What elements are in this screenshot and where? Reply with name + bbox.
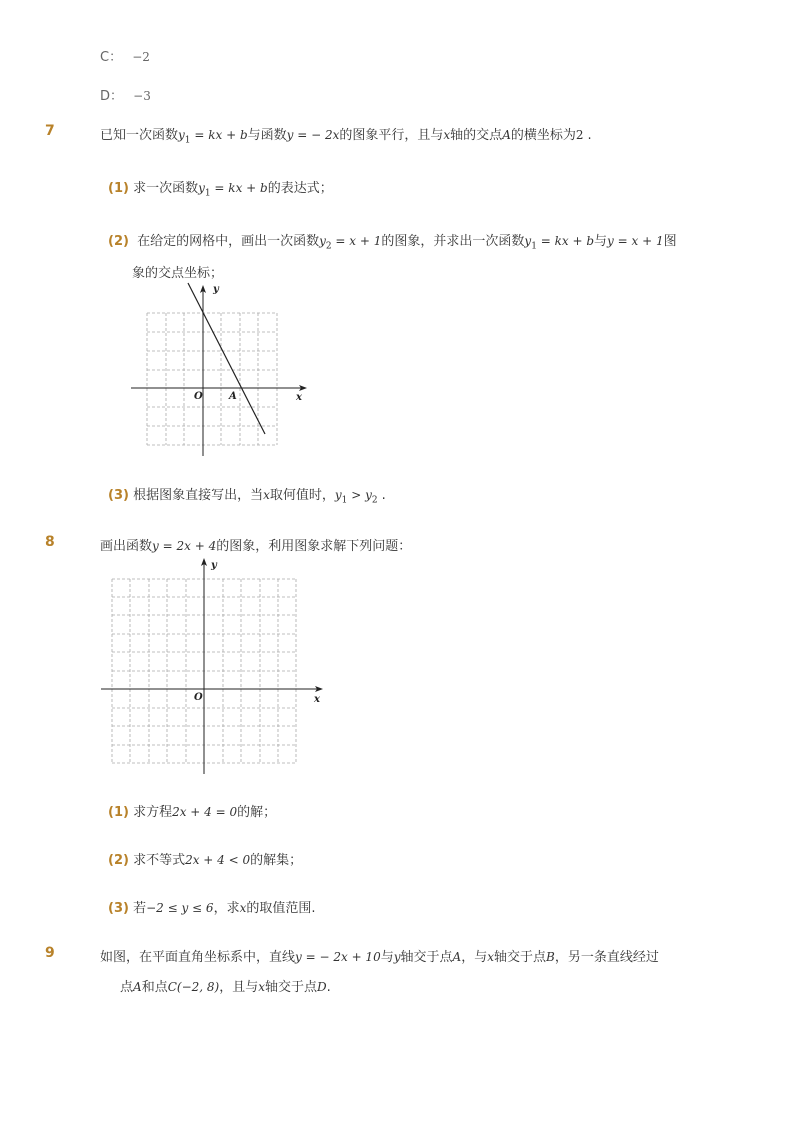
- sub-text: 的取值范围.: [246, 901, 316, 916]
- stem-text: 轴交于点: [493, 950, 546, 965]
- sub-text: 求一次函数: [133, 181, 199, 196]
- option-value: −2: [132, 50, 150, 64]
- math-expr: > y: [347, 488, 372, 502]
- math-sub: 2: [371, 495, 378, 506]
- math-var: y: [319, 234, 326, 248]
- sub-question-2: [108, 230, 677, 252]
- line-y1: [188, 283, 265, 434]
- stem-text: 与: [380, 950, 394, 965]
- sub-text: 取何值时，: [269, 488, 335, 503]
- question-number: 8: [45, 534, 55, 550]
- sub-text: 的解；: [237, 805, 277, 820]
- math-expr: C(−2, 8): [167, 980, 220, 994]
- sub-text: 求方程: [133, 805, 173, 820]
- stem-text: ，且与: [219, 980, 259, 995]
- math-var: x: [487, 950, 494, 964]
- sub-text: 的表达式；: [267, 181, 333, 196]
- sub-label: (1): [108, 181, 129, 196]
- stem-text: 已知一次函数: [100, 128, 179, 143]
- math-expr: y = − 2x + 10: [295, 950, 381, 964]
- option-letter: C: [100, 50, 110, 65]
- origin-label: O: [194, 692, 203, 703]
- sub-question-1: [108, 177, 333, 199]
- stem-text: 的图象，利用图象求解下列问题：: [216, 539, 412, 554]
- question-stem-line1: [100, 946, 659, 965]
- point-a-label: A: [229, 391, 237, 402]
- stem-text: 与函数: [247, 128, 287, 143]
- sub-question-3: [108, 897, 316, 916]
- sub-text: 求不等式: [133, 853, 186, 868]
- stem-text: .: [587, 128, 592, 143]
- math-var: y: [393, 950, 401, 964]
- x-axis-label: x: [296, 392, 302, 403]
- sub-text: ，求: [213, 901, 240, 916]
- sub-label: (2): [108, 853, 129, 868]
- option-letter: D: [100, 89, 111, 104]
- stem-text: 的图象平行，且与: [339, 128, 444, 143]
- stem-text: .: [326, 980, 331, 995]
- stem-text: ，另一条直线经过: [554, 950, 659, 965]
- math-expr: y = 2x + 4: [152, 539, 217, 553]
- question-number: 7: [45, 123, 55, 139]
- option-value: −3: [133, 89, 151, 103]
- option-d: [100, 85, 151, 104]
- sub-question-2-line2: 象的交点坐标；: [132, 266, 224, 281]
- sub-text: 与: [594, 234, 608, 249]
- stem-text: 和点: [141, 980, 168, 995]
- math-var: y: [178, 128, 185, 142]
- math-expr: −2 ≤ y ≤ 6: [146, 901, 214, 915]
- math-expr: 2x + 4 < 0: [185, 853, 251, 867]
- sub-question-2: [108, 849, 302, 868]
- math-var: A: [452, 950, 462, 964]
- stem-text: 如图，在平面直角坐标系中，直线: [100, 950, 296, 965]
- sub-label: (3): [108, 488, 129, 503]
- math-sub: 1: [341, 495, 348, 506]
- origin-label: O: [194, 391, 203, 402]
- math-var: A: [502, 128, 511, 142]
- stem-text: 轴的交点: [450, 128, 503, 143]
- math-var: y: [524, 234, 532, 248]
- q8-coordinate-graph: [98, 552, 328, 780]
- math-sub: 2: [325, 241, 332, 252]
- sub-question-1: [108, 801, 276, 820]
- math-sub: 1: [531, 241, 537, 252]
- stem-text: 点: [120, 980, 134, 995]
- math-expr: = kx + b: [190, 128, 248, 142]
- math-sub: 1: [184, 135, 191, 146]
- math-expr: = kx + b: [210, 181, 268, 195]
- math-var: x: [258, 980, 265, 994]
- stem-text: ，与: [461, 950, 488, 965]
- math-var: A: [133, 980, 142, 994]
- math-expr: = x + 1: [331, 234, 382, 248]
- sub-text: .: [381, 488, 386, 503]
- math-var: y: [198, 181, 205, 195]
- sub-question-3: [108, 484, 386, 506]
- stem-text: 轴交于点: [400, 950, 453, 965]
- math-expr: 2x + 4 = 0: [172, 805, 238, 819]
- math-var: y: [334, 488, 342, 502]
- sub-label: (3): [108, 901, 129, 916]
- question-number: 9: [45, 945, 55, 961]
- sub-text: 图: [663, 234, 677, 249]
- sub-text: 在给定的网格中，画出一次函数: [137, 234, 320, 249]
- question-stem-line2: [120, 976, 331, 995]
- sub-label: (2): [108, 234, 129, 249]
- math-expr: = kx + b: [536, 234, 595, 248]
- math-var: x: [443, 128, 451, 142]
- sub-label: (1): [108, 805, 129, 820]
- option-separator: ：: [109, 50, 123, 65]
- option-c: [100, 46, 150, 65]
- math-expr: y = − 2x: [286, 128, 340, 142]
- sub-text: 的图象，并求出一次函数: [381, 234, 525, 249]
- option-separator: ：: [110, 89, 124, 104]
- math-var: B: [546, 950, 555, 964]
- question-stem: [100, 124, 592, 146]
- grid-lines: [147, 313, 277, 445]
- sub-text: 若: [133, 901, 147, 916]
- math-var: x: [239, 901, 247, 915]
- x-axis-label: x: [314, 694, 320, 705]
- sub-text: 根据图象直接写出，当: [133, 488, 264, 503]
- y-axis-label: y: [211, 560, 217, 571]
- math-sub: 1: [204, 188, 211, 199]
- y-axis-label: y: [213, 284, 219, 295]
- sub-text: 的解集；: [250, 853, 303, 868]
- stem-text: 轴交于点: [265, 980, 318, 995]
- math-var: x: [263, 488, 270, 502]
- math-var: D: [317, 980, 327, 994]
- stem-text: 的横坐标为: [510, 128, 576, 143]
- math-number: 2: [575, 128, 584, 142]
- stem-text: 画出函数: [100, 539, 153, 554]
- math-expr: y = x + 1: [607, 234, 664, 248]
- q7-coordinate-graph: [125, 280, 315, 465]
